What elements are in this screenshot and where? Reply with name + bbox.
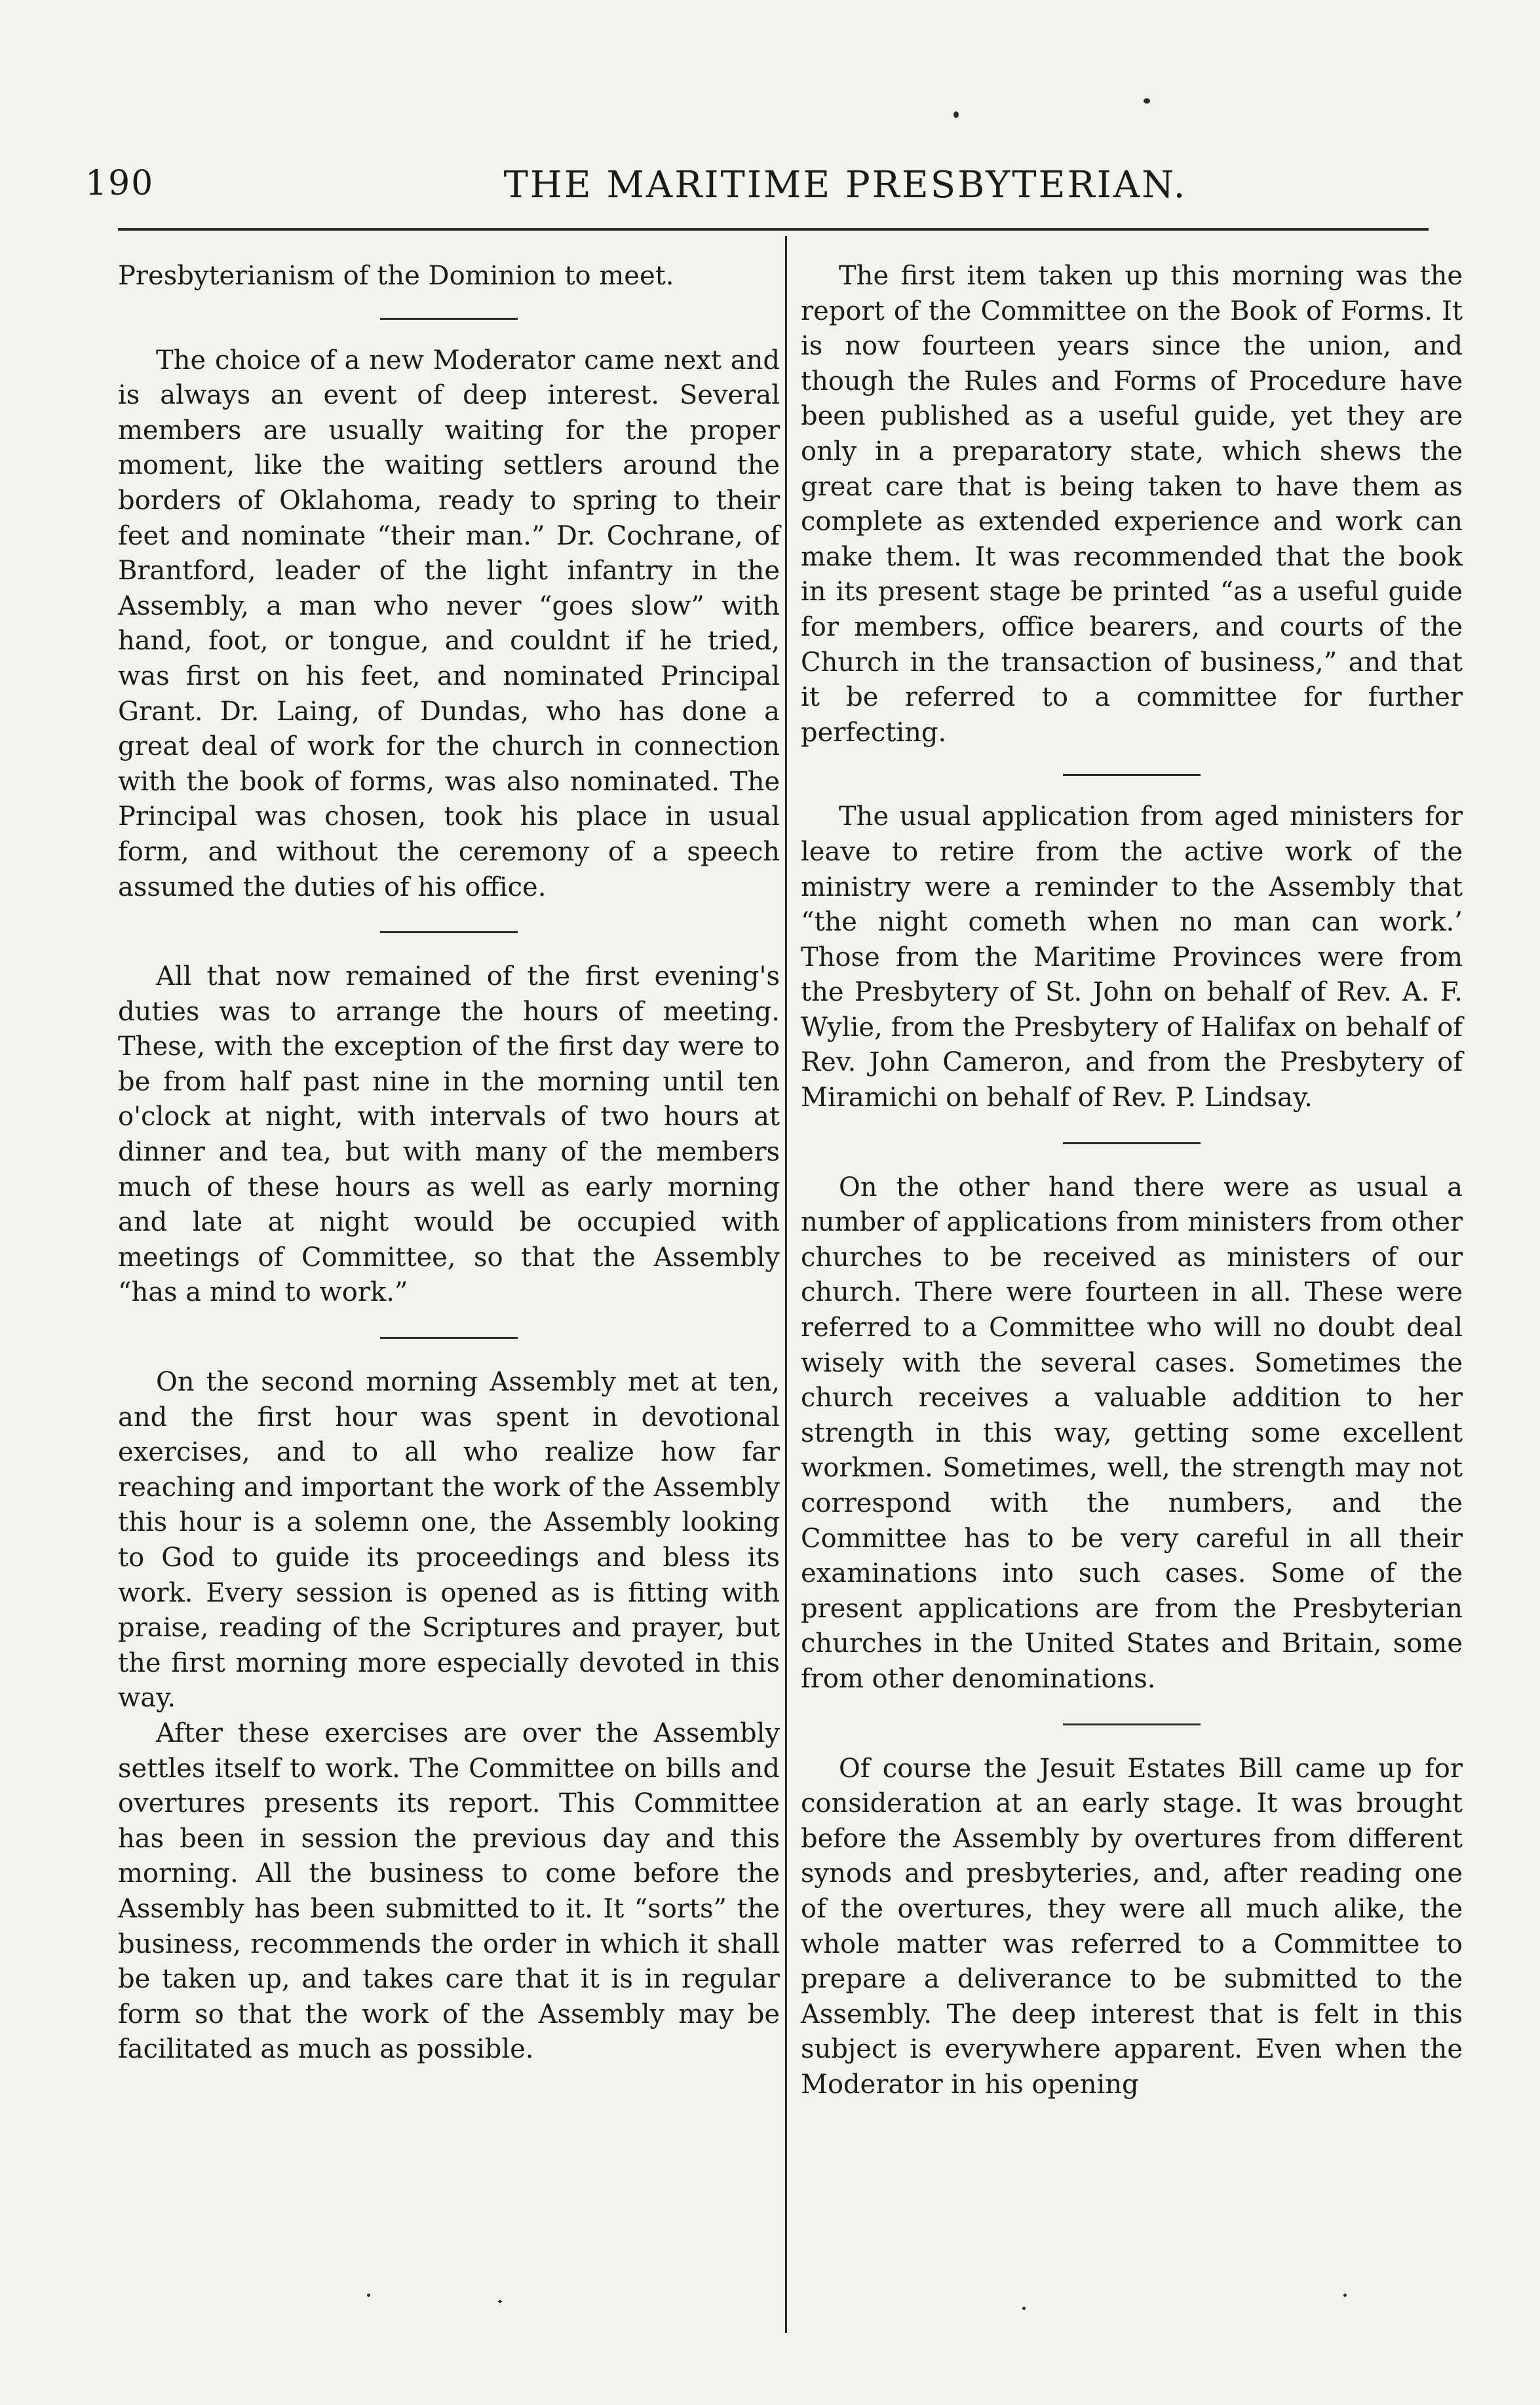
paragraph: After these exercises are over the Assembly settles itself to work. The Committee on bills and overtures presents its report. This Committee has been in session the previous day and this morning. All the business to come before the Assembly has been submitted to it. It “sorts” the business, recommends the order in which it shall be taken up, and takes care that it is in regular form so that the work of the Assembly may be facilitated as much as possible.: [118, 1718, 780, 2065]
running-title: THE MARITIME PRESBYTERIAN.: [503, 164, 1187, 206]
column-divider: [785, 236, 787, 2333]
paragraph: All that now remained of the first evening's duties was to arrange the hours of meeting. These, with the exception of the first day were to be from half past nine in the morning until ten o'clock at night, with intervals of two hours at dinner and tea, but with many of the members much of these hours as well as early morning and late at night would be occupied with meetings of Committee, so that the Assembly “has a mind to work.”: [118, 961, 780, 1308]
right-column: [801, 259, 1463, 2103]
print-speck: [367, 2294, 370, 2297]
header-rule: [118, 228, 1429, 231]
print-speck: [1022, 2307, 1026, 2310]
page-header: [85, 157, 1448, 216]
print-speck: [1144, 98, 1150, 104]
paragraph: The choice of a new Moderator came next and is always an event of deep interest. Several members are usually waiting for the proper moment, like the waiting settlers around the borders of Oklahoma, ready to spring to their feet and nominate “their man.” Dr. Cochrane, of Brantford, leader of the light infantry in the Assembly, a man who never “goes slow” with hand, foot, or tongue, and couldnt if he tried, was first on his feet, and nominated Principal Grant. Dr. Laing, of Dundas, who has done a great deal of work for the church in connection with the book of forms, was also nominated. The Principal was chosen, took his place in usual form, and without the ceremony of a speech assumed the duties of his office.: [118, 345, 780, 902]
paragraph: The first item taken up this morning was the report of the Committee on the Book of Forms. It is now fourteen years since the union, and though the Rules and Forms of Procedure have been published as a useful guide, yet they are only in a preparatory state, which shews the great care that is being taken to have them as complete as extended experience and work can make them. It was recommended that the book in its present stage be printed “as a useful guide for members, office bearers, and courts of the Church in the transaction of business,” and that it be referred to a committee for further perfecting.: [801, 261, 1463, 748]
print-speck: [498, 2300, 502, 2303]
left-column: [118, 259, 780, 2068]
paragraph: On the second morning Assembly met at ten, and the first hour was spent in devotional exercises, and to all who realize how far reaching and important the work of the Assembly this hour is a solemn one, the Assembly looking to God to guide its proceedings and bless its work. Every session is opened as is fitting with praise, reading of the Scriptures and prayer, but the first morning more especially devoted in this way.: [118, 1367, 780, 1714]
print-speck: [1343, 2294, 1347, 2297]
paragraph: Presbyterianism of the Dominion to meet.: [118, 261, 674, 291]
page-number: 190: [85, 164, 155, 203]
paragraph: Of course the Jesuit Estates Bill came up for consideration at an early stage. It was brought before the Assembly by overtures from different synods and presbyteries, and, after reading one of the overtures, they were all much alike, the whole matter was referred to a Committee to prepare a deliverance to be submitted to the Assembly. The deep interest that is felt in this subject is everywhere apparent. Even when the Moderator in his opening: [801, 1753, 1463, 2100]
paragraph: On the other hand there were as usual a number of applications from ministers from other churches to be received as ministers of our church. There were fourteen in all. These were referred to a Committee who will no doubt deal wisely with the several cases. Sometimes the church receives a valuable addition to her strength in this way, getting some excellent workmen. Sometimes, well, the strength may not correspond with the numbers, and the Committee has to be very careful in all their examinations into such cases. Some of the present applications are from the Presbyterian churches in the United States and Britain, some from other denominations.: [801, 1172, 1463, 1694]
paragraph: The usual application from aged ministers for leave to retire from the active work of the ministry were a reminder to the Assembly that “the night cometh when no man can work.’ Those from the Maritime Provinces were from the Presbytery of St. John on behalf of Rev. A. F. Wylie, from the Presbytery of Halifax on behalf of Rev. John Cameron, and from the Presbytery of Miramichi on behalf of Rev. P. Lindsay.: [801, 801, 1463, 1113]
print-speck: [953, 111, 959, 118]
